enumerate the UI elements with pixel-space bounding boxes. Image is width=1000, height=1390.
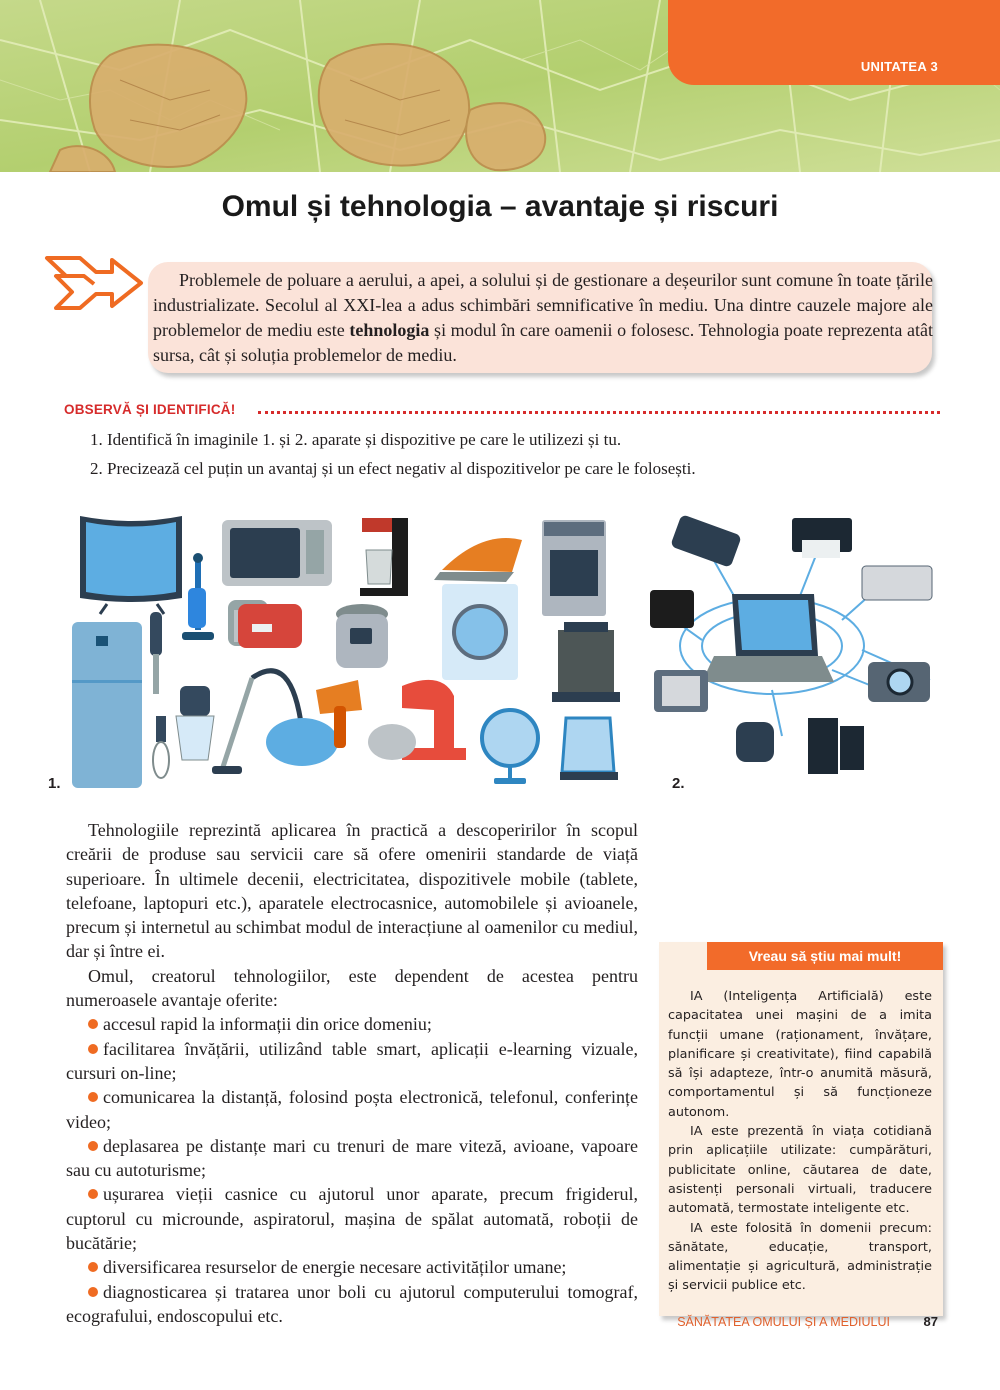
- list-item: facilitarea învățării, utilizând table smart, aplicații e-learning vizuale, cursuri on-line;: [66, 1038, 638, 1083]
- espresso-machine-icon: [552, 622, 620, 702]
- bullet-dot-icon: [88, 1019, 98, 1029]
- laptop-icon: [702, 594, 834, 682]
- info-paragraph-1: IA (Inteligența Artificială) este capacitatea unei mașini de a imita funcții umane (raționament, învățare, planificare și creativitate), fiind capabilă să își adapteze, într-o anumită măsură, comportamentul și să funcționeze autonom.: [668, 989, 932, 1120]
- coffee-maker-icon: [360, 518, 408, 596]
- page-title: Omul și tehnologia – avantaje și riscuri: [221, 190, 779, 223]
- task-2: 2. Precizează cel puțin un avantaj și un efect negativ al dispozitivelor pe care le folosești.: [90, 459, 696, 478]
- page-number: 87: [923, 1314, 938, 1329]
- dotted-divider: [258, 411, 940, 414]
- tv-icon: [80, 516, 182, 614]
- printer-icon: [792, 518, 852, 558]
- upright-vacuum-icon: [182, 553, 214, 640]
- info-sidebar-text: [668, 987, 932, 1296]
- list-item: accesul rapid la informații din orice domeniu;: [66, 1012, 638, 1036]
- kettle-icon: [560, 718, 618, 780]
- intro-text: Problemele de poluare a aerului, a apei, a solului și de gestionare a deșeurilor sunt comune în toate țările industrializate. Secolul al XXI-lea a adus schimbări semnificative în mediu. Una dintre cauzele majore ale problemelor de mediu este tehnologia și modul în care oamenii o folosesc. Tehnologia poate reprezenta atât sursa, cât și soluția problemelor de mediu.: [153, 270, 933, 365]
- hand-blender-icon: [150, 612, 162, 694]
- stove-icon: [542, 520, 606, 616]
- microwave-icon: [222, 520, 332, 586]
- info-paragraph-3: IA este folosită în domenii precum: sănătate, educație, transport, alimentație și agricultură, administrație și servicii publice etc.: [668, 1220, 932, 1294]
- double-arrow-icon: [44, 252, 144, 314]
- body-paragraph-1: Tehnologiile reprezintă aplicarea în practică a descoperirilor în scopul creării de produse sau servicii care să ofere omenirii standarde de viață superioare. În ultimele decenii, electricitatea, dispozitivele mobile (tablete, telefoane, laptopuri etc.), aparatele electrocasnice, automobilele și avioanele, precum și internetul au schimbat modul de interacțiune al oamenilor cu mediul, dar și între ei.: [66, 820, 638, 962]
- chopper-icon: [176, 686, 214, 760]
- list-item: comunicarea la distanță, folosind poșta electronică, telefonul, conferințe video;: [66, 1087, 638, 1132]
- red-toaster-icon: [238, 604, 302, 648]
- smartwatch-icon: [736, 722, 774, 762]
- bullet-dot-icon: [88, 1141, 98, 1151]
- image-label-2: 2.: [672, 775, 685, 792]
- task-1: 1. Identifică în imaginile 1. și 2. aparate și dispozitive pe care le utilizezi și tu.: [90, 430, 622, 449]
- body-paragraph-2: Omul, creatorul tehnologiilor, este dependent de acestea pentru numeroasele avantaje oferite:: [66, 965, 638, 1011]
- whisk-icon: [153, 716, 169, 778]
- washing-machine-icon: [442, 584, 518, 680]
- list-item: diagnosticarea și tratarea unor boli cu ajutorul computerului tomograf, ecografului, endoscopului etc.: [66, 1281, 638, 1326]
- bullet-dot-icon: [88, 1044, 98, 1054]
- bullet-dot-icon: [88, 1189, 98, 1199]
- footer-section-title: SĂNĂTATEA OMULUI ȘI A MEDIULUI: [677, 1315, 890, 1329]
- bullet-dot-icon: [88, 1262, 98, 1272]
- image-label-1: 1.: [48, 775, 61, 792]
- iron-icon: [434, 538, 522, 582]
- info-paragraph-2: IA este prezentă în viața cotidiană prin aplicațiile utilizate: cumpărături, publicitate online, căutarea de date, asistenți personali virtuali, traducere automată, termostate inteligente etc.: [668, 1124, 932, 1217]
- list-item: ușurarea vieții casnice cu ajutorul unor aparate, precum frigiderul, cuptorul cu microunde, aspiratorul, mașina de spălat automată, roboții de bucătărie;: [66, 1184, 638, 1254]
- unit-tab: [668, 0, 1000, 85]
- list-item: diversificarea resurselor de energie necesare activităților umane;: [66, 1255, 638, 1279]
- list-item: deplasarea pe distanțe mari cu trenuri de mare viteză, avioane, vapoare sau cu autoturisme;: [66, 1135, 638, 1181]
- bullet-dot-icon: [88, 1287, 98, 1297]
- camera-icon: [868, 662, 930, 702]
- fridge-icon: [72, 622, 142, 788]
- ebook-reader-icon: [654, 670, 708, 712]
- appliances-illustration: [62, 510, 942, 790]
- intro-bold-term: tehnologia: [349, 320, 430, 340]
- stand-mixer-icon: [368, 680, 466, 760]
- body-text: [66, 818, 638, 1328]
- bullet-dot-icon: [88, 1092, 98, 1102]
- speakers-icon: [808, 718, 864, 774]
- unit-label: UNITATEA 3: [860, 59, 938, 74]
- multicooker-icon: [336, 604, 388, 668]
- smartphone-icon: [670, 514, 742, 568]
- router-icon: [862, 566, 932, 600]
- observe-heading: OBSERVĂ ȘI IDENTIFICĂ!: [64, 402, 236, 417]
- fan-icon: [482, 710, 538, 784]
- info-sidebar-heading: Vreau să știu mai mult!: [707, 942, 943, 970]
- action-camera-icon: [650, 590, 694, 628]
- canister-vacuum-icon: [212, 671, 338, 774]
